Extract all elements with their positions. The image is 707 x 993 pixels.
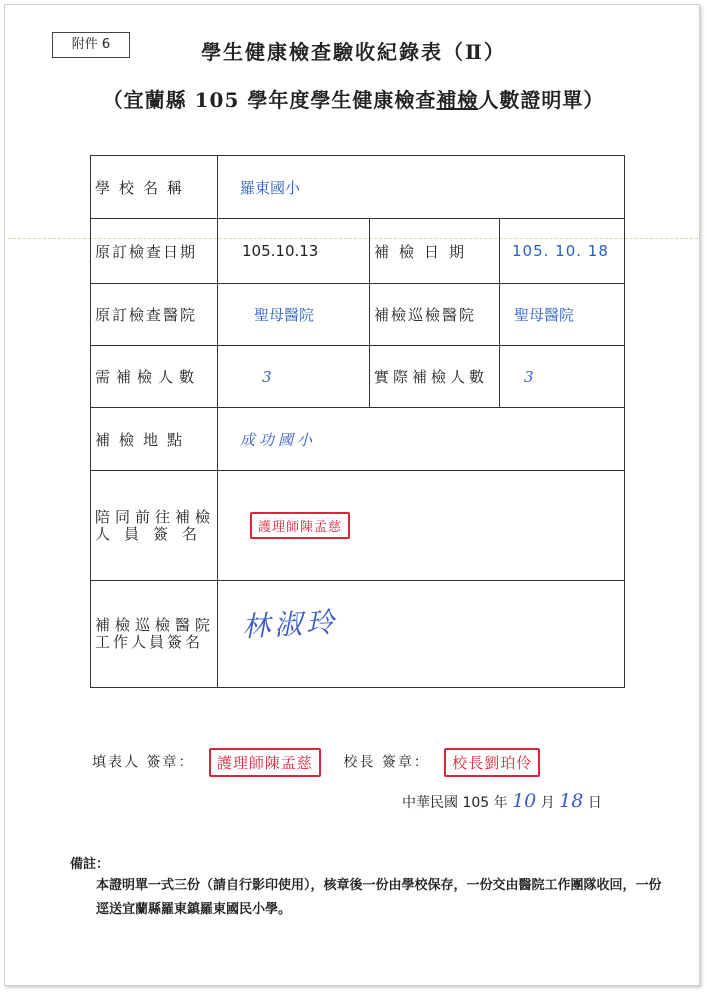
- notes-body: 本證明單一式三份（請自行影印使用），核章後一份由學校保存，一份交由醫院工作團隊收回，一份逕送宜蘭縣羅東鎮羅東國民小學。: [96, 878, 662, 917]
- filler-stamp: 護理師陳孟慈: [209, 748, 321, 777]
- subtitle-prefix: （宜蘭縣 105 學年度學生健康檢查: [102, 88, 437, 112]
- document-subtitle: [0, 84, 707, 113]
- attachment-tag: 附件 6: [52, 32, 130, 58]
- date-month-unit: 月: [540, 795, 555, 811]
- actual-count-label: 實際補檢人數: [370, 346, 500, 408]
- orig-date-value: 105.10.13: [218, 219, 370, 284]
- escort-stamp: 護理師陳孟慈: [250, 512, 350, 539]
- document-title: 學生健康檢查驗收紀錄表（Ⅱ）: [201, 40, 506, 64]
- date-day-unit: 日: [587, 795, 602, 811]
- escort-label: [91, 471, 218, 581]
- principal-label: 校長 簽章：: [343, 754, 430, 771]
- makeup-date-value: 105. 10. 18: [500, 219, 625, 284]
- orig-hospital-label: 原訂檢查醫院: [91, 284, 218, 346]
- orig-hospital-value: 聖母醫院: [218, 284, 370, 346]
- row-school: [91, 156, 625, 219]
- orig-date-label: 原訂檢查日期: [91, 219, 218, 284]
- notes-label: 備註：: [70, 857, 110, 872]
- required-count-value: 3: [218, 346, 370, 408]
- subtitle-underlined: 補檢: [436, 88, 479, 112]
- row-counts: [91, 346, 625, 408]
- escort-label-line1: 陪同前往補檢: [95, 507, 216, 526]
- row-hospital-staff: [91, 581, 625, 688]
- school-label: 學校名稱: [91, 156, 218, 219]
- hospital-staff-signature-cell: [218, 581, 625, 688]
- date-line: [402, 790, 602, 812]
- date-day: 18: [559, 790, 584, 812]
- hospital-staff-label-line2: 工作人員簽名: [95, 633, 204, 651]
- makeup-hospital-label: 補檢巡檢醫院: [370, 284, 500, 346]
- filler-label: 填表人 簽章：: [92, 754, 195, 771]
- escort-label-line2: 人員簽名: [95, 524, 212, 543]
- location-value: 成功國小: [218, 408, 625, 471]
- hospital-staff-label: [91, 581, 218, 688]
- location-label: 補檢地點: [91, 408, 218, 471]
- date-month: 10: [512, 790, 537, 812]
- row-location: [91, 408, 625, 471]
- subtitle-suffix: 人數證明單）: [478, 88, 605, 112]
- actual-count-value: 3: [500, 346, 625, 408]
- required-count-label: 需補檢人數: [91, 346, 218, 408]
- principal-stamp: 校長劉珀伶: [444, 748, 540, 777]
- row-dates: [91, 219, 625, 284]
- hospital-staff-signature: 林淑玲: [241, 605, 339, 644]
- record-form-table: [90, 155, 625, 688]
- date-prefix: 中華民國 105 年: [402, 795, 508, 811]
- makeup-date-label: 補檢日期: [370, 219, 500, 284]
- escort-signature-cell: [218, 471, 625, 581]
- makeup-hospital-value: 聖母醫院: [500, 284, 625, 346]
- signature-line: [92, 748, 556, 777]
- row-escort: [91, 471, 625, 581]
- hospital-staff-label-line1: 補檢巡檢醫院: [95, 616, 216, 634]
- school-value: 羅東國小: [218, 156, 625, 219]
- row-hospitals: [91, 284, 625, 346]
